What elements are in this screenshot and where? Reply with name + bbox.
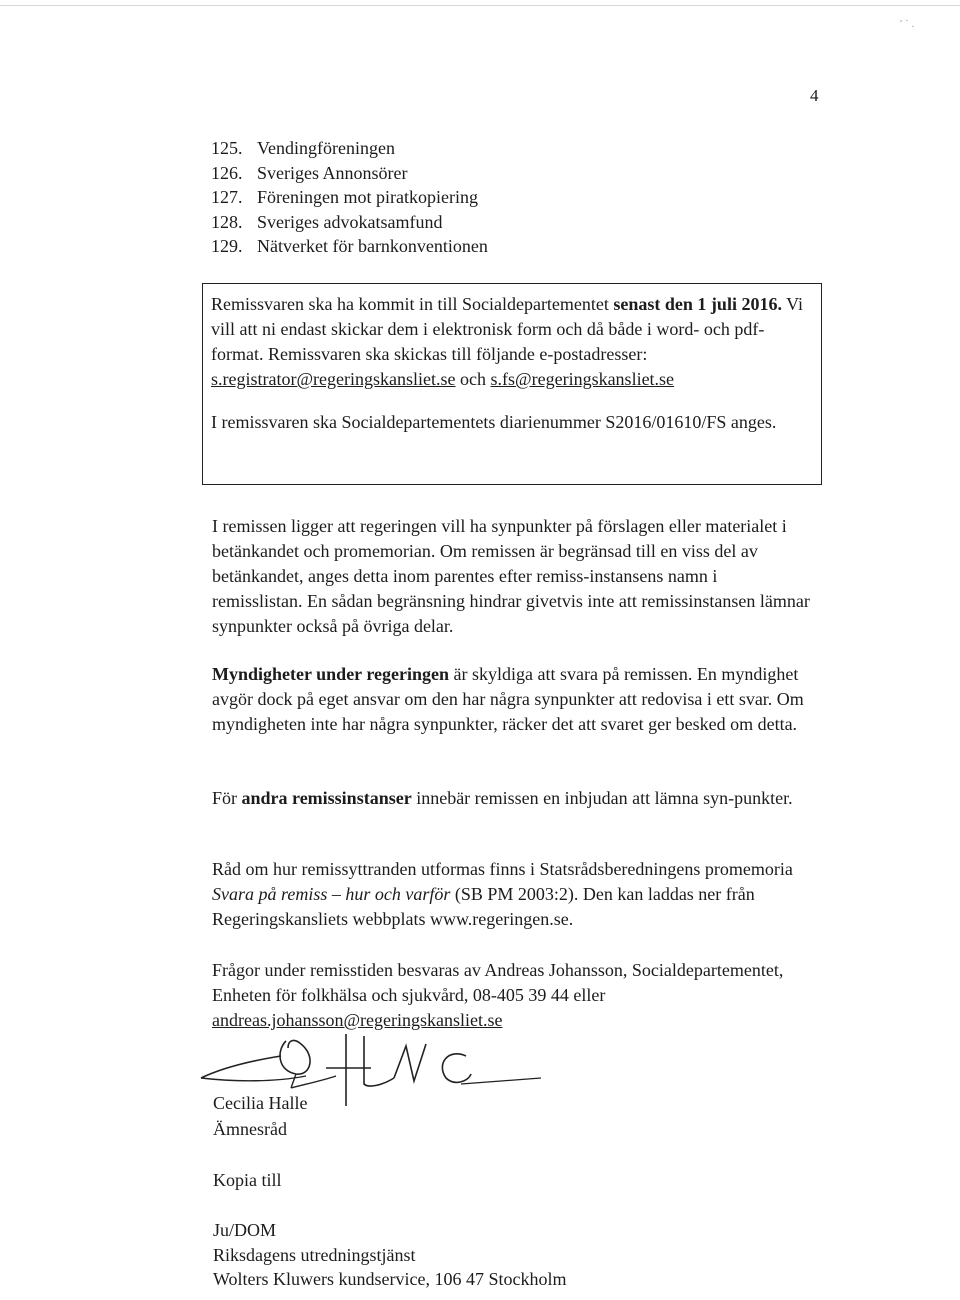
paragraph-other-instances: För andra remissinstanser innebär remissen en inbjudan att lämna syn-punkter. [212, 788, 793, 808]
registrator-email-link[interactable]: s.registrator@regeringskansliet.se [211, 369, 456, 389]
list-item: Riksdagens utredningstjänst [213, 1244, 416, 1265]
submission-instructions: Remissvaren ska ha kommit in till Socialdepartementet senast den 1 juli 2016. Vi vill att ni endast skickar dem i elektronisk form och då både i word- och pdf-format. Remissvaren ska skickas till följande e-postadresser: s.registrator@regeringskansliet.se och s.fs@regeringskansliet.se [211, 294, 804, 389]
page-number: 4 [810, 86, 819, 105]
diarie-number-text: I remissvaren ska Socialdepartementets diarienummer S2016/01610/FS anges. [211, 412, 777, 432]
list-item: Ju/DOM [213, 1220, 277, 1240]
list-item: 127. Föreningen mot piratkopiering [211, 187, 478, 207]
fs-email-link[interactable]: s.fs@regeringskansliet.se [490, 369, 675, 389]
list-item: 128. Sveriges advokatsamfund [211, 211, 443, 232]
copy-list [213, 1218, 567, 1292]
list-item: 129. Nätverket för barnkonventionen [211, 236, 488, 256]
list-item: 126. Sveriges Annonsörer [211, 162, 408, 183]
paragraph-authorities: Myndigheter under regeringen är skyldiga att svara på remissen. En myndighet avgör dock på eget ansvar om den har några synpunkter att redovisa i ett svar. Om myndigheten inte har några synpunkter, räcker det att svaret ger besked om detta. [212, 664, 804, 734]
paragraph-questions: Frågor under remisstiden besvaras av Andreas Johansson, Socialdepartementet, Enheten för folkhälsa och sjukvård, 08-405 39 44 eller andreas.johansson@regeringskansliet.se [212, 960, 784, 1030]
copy-title: Kopia till [213, 1170, 282, 1190]
list-item: 125. Vendingföreningen [211, 138, 395, 158]
deadline: senast den 1 juli 2016. [613, 294, 782, 314]
scan-marks: ′ ˙ . [900, 18, 915, 30]
recipient-list [211, 136, 488, 259]
signer-name: Cecilia Halle [213, 1093, 308, 1113]
list-item: Wolters Kluwers kundservice, 106 47 Stockholm [213, 1269, 567, 1289]
scan-edge-line [0, 5, 960, 6]
signer-title: Ämnesråd [213, 1119, 287, 1139]
submission-info-box [202, 283, 822, 485]
signer-block [213, 1090, 307, 1142]
paragraph-remiss-scope: I remissen ligger att regeringen vill ha synpunkter på förslagen eller materialet i betänkandet och promemorian. Om remissen är begränsad till en viss del av betänkandet, anges detta inom parentes efter remiss-instansens namn i remisslistan. En sådan begränsning hindrar givetvis inte att remissinstansen lämnar synpunkter också på övriga delar. [212, 516, 810, 636]
paragraph-advice: Råd om hur remissyttranden utformas finns i Statsrådsberedningens promemoria Svara på remiss – hur och varför (SB PM 2003:2). Den kan laddas ner från Regeringskansliets webbplats www.regeringen.se. [212, 859, 793, 929]
contact-email-link[interactable]: andreas.johansson@regeringskansliet.se [212, 1010, 503, 1030]
